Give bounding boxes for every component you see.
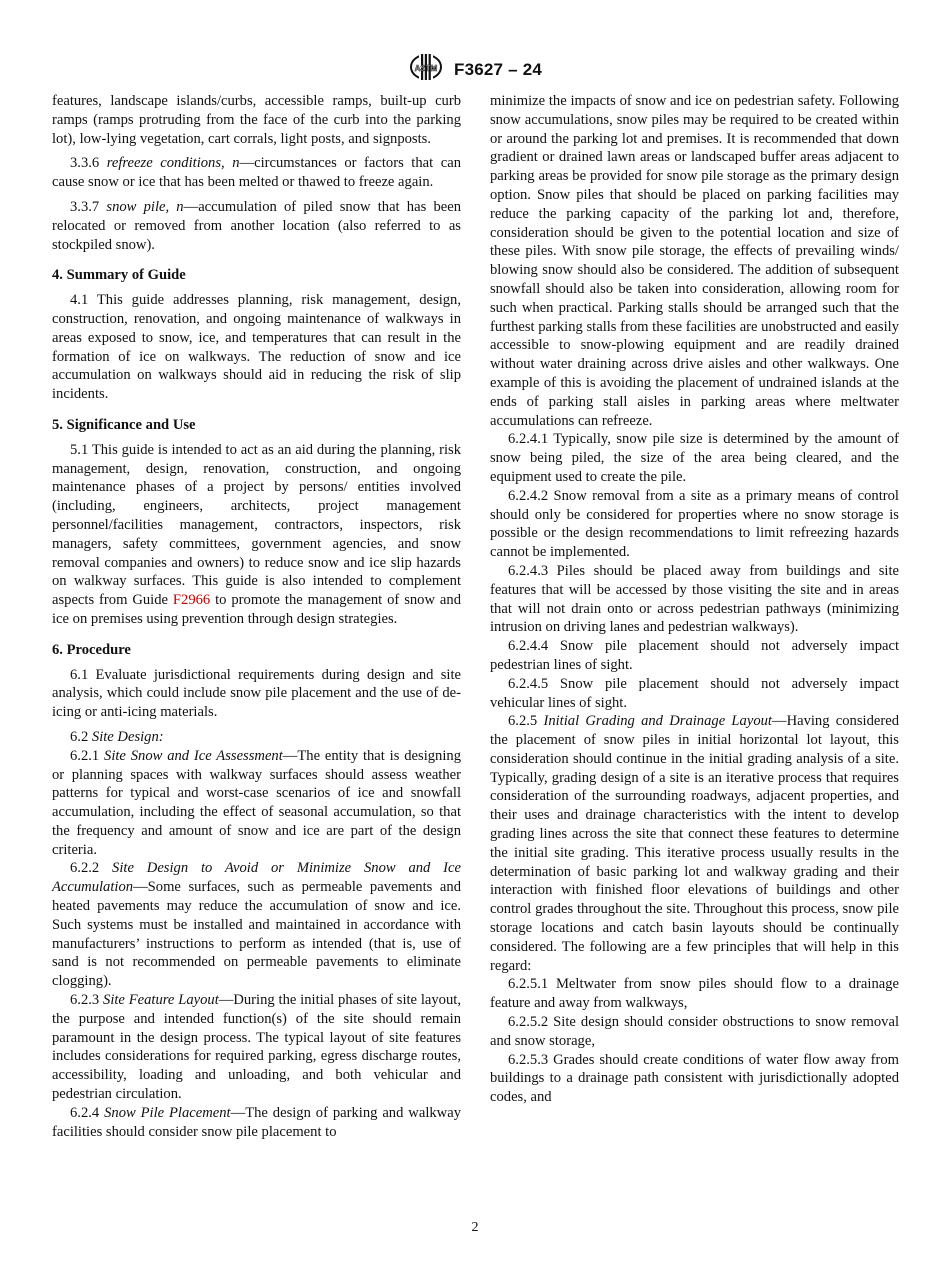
astm-logo-icon bbox=[408, 52, 444, 87]
definition-3-3-7: 3.3.7 snow pile, n—accumulation of piled snow that has been relocated or removed from another location (also referred to as stockpiled snow). bbox=[52, 198, 461, 253]
paragraph-6-2-5: 6.2.5 Initial Grading and Drainage Layout—Having considered the placement of snow piles in initial horizontal lot layout, this consideration should continue in the initial grading analysis of a site. Typically, grading design of a site is an iterative process that requires consideration of the surrounding roadways, adjacent properties, and their uses and drainage characteristics with the intent to develop grading lines across the site that connect these features to determine the initial site grading. This iterative process usually results in the determination of basic parking lot and walkway grading and their interaction with finished floor elevations of buildings and other control grades throughout the site. Throughout this process, snow pile storage locations and catch basin layouts should be continually considered. The following are a few principles that will help in this regard: bbox=[490, 713, 899, 974]
paragraph-6-1: 6.1 Evaluate jurisdictional requirements during design and site analysis, which could include snow pile placement and the use of de-icing or anti-icing materials. bbox=[52, 666, 461, 721]
paragraph-6-2-5-2: 6.2.5.2 Site design should consider obstructions to snow removal and snow storage, bbox=[490, 1014, 899, 1049]
left-column bbox=[52, 92, 461, 1141]
term-snow-pile: snow pile, n bbox=[106, 198, 184, 215]
paragraph-6-2-4-3: 6.2.4.3 Piles should be placed away from buildings and site features that will be accessed by those visiting the site and in areas that will not drain onto or across pedestrian pathways (minimizing intrusion on driving lanes and pedestrian walkways). bbox=[490, 562, 899, 636]
paragraph-6-2-4-1: 6.2.4.1 Typically, snow pile size is determined by the amount of snow being piled, the size of the area being cleared, and the equipment used to create the pile. bbox=[490, 431, 899, 485]
paragraph-6-2-4-5: 6.2.4.5 Snow pile placement should not adversely impact vehicular lines of sight. bbox=[490, 675, 899, 711]
document-designation: F3627 – 24 bbox=[453, 59, 542, 79]
section-heading-6: 6. Procedure bbox=[52, 641, 131, 658]
right-column bbox=[490, 92, 899, 1107]
astm-logo-text: ASTM bbox=[414, 64, 438, 73]
section-heading-5: 5. Significance and Use bbox=[52, 416, 196, 433]
paragraph-6-2: 6.2 Site Design: bbox=[70, 728, 164, 745]
page-header bbox=[0, 52, 950, 87]
page-number: 2 bbox=[471, 1220, 479, 1235]
section-heading-4: 4. Summary of Guide bbox=[52, 267, 186, 284]
paragraph-continuation: minimize the impacts of snow and ice on pedestrian safety. Following snow accumulations, snow piles may be required to be created within or around the parking lot and premises. It is recommended that down gradient or drained lawn areas or landscaped buffer areas adjacent to parking areas be provided for snow pile storage as the primary design option. Snow piles that should be placed on parking facilities may reduce the parking capacity of the parking lot and, therefore, consideration should be given to the potential location and size of these piles. With snow pile storage, the effects of prevailing winds/ blowing snow should also be considered. The addition of subsequent snowfall should also be taken into consideration, allowing room for such when practical. Parking stalls should be arranged such that the furthest parking stalls from these facilities are unobstructed and easily accessible to snow-plowing equipment and are readily drained without water draining across drive aisles and other walkways. One example of this is avoiding the placement of undrained islands at the ends of parking stall aisles in parking areas where meltwater accumulations can refreeze. bbox=[490, 93, 899, 429]
definition-3-3-6: 3.3.6 refreeze conditions, n—circumstances or factors that can cause snow or ice that has been melted or thawed to freeze again. bbox=[52, 155, 461, 191]
reference-link-f2966[interactable]: F2966 bbox=[172, 592, 211, 609]
paragraph-6-2-1: 6.2.1 Site Snow and Ice Assessment—The entity that is designing or planning spaces with walkway surfaces should assess weather patterns for typical and worst-case scenarios of ice and snowfall accumulation, including the effect of seasonal accumulation, so that the frequency and amount of snow and ice are part of the design criteria. bbox=[52, 747, 461, 858]
term-refreeze-conditions: refreeze conditions, n bbox=[106, 155, 240, 172]
paragraph-6-2-4-2: 6.2.4.2 Snow removal from a site as a primary means of control should only be considered for properties where no snow storage is possible or the design recommendations to limit refreezing hazards cannot be implemented. bbox=[490, 487, 899, 561]
paragraph-continuation: features, landscape islands/curbs, accessible ramps, built-up curb ramps (ramps protruding from the face of the curb into the parking lot), low-lying vegetation, cart corrals, light posts, and signposts. bbox=[52, 93, 461, 147]
paragraph-6-2-4-4: 6.2.4.4 Snow pile placement should not adversely impact pedestrian lines of sight. bbox=[490, 638, 899, 673]
paragraph-6-2-4: 6.2.4 Snow Pile Placement—The design of parking and walkway facilities should consider snow pile placement to bbox=[52, 1104, 461, 1140]
paragraph-6-2-3: 6.2.3 Site Feature Layout—During the initial phases of site layout, the purpose and intended function(s) of the site should remain paramount in the design process. The typical layout of site features includes considerations for required parking, egress discharge routes, accessibility, loading and unloading, and both vehicular and pedestrian circulation. bbox=[52, 992, 461, 1103]
paragraph-6-2-2: 6.2.2 Site Design to Avoid or Minimize Snow and Ice Accumulation—Some surfaces, such as permeable pavements and heated pavements may reduce the accumulation of snow and ice. Such systems must be installed and maintained in accordance with manufacturers’ instructions to perform as intended (that is, use of sand is not recommended on permeable pavements to eliminate clogging). bbox=[52, 860, 462, 990]
paragraph-6-2-5-1: 6.2.5.1 Meltwater from snow piles should flow to a drainage feature and away from walkways, bbox=[490, 976, 899, 1012]
paragraph-5-1: 5.1 This guide is intended to act as an aid during the planning, risk management, design, renovation, construction, and ongoing maintenance phases of a project by persons/ entities involved (including, engineers, architects, project management personnel/facilities management, contractors, inspectors, risk managers, safety committees, government agencies, and snow removal companies and owners) to reduce snow and ice slip hazards on walkway surfaces. This guide is also intended to complement aspects from Guide F2966 to promote the management of snow and ice on premises using prevention through design strategies. bbox=[52, 441, 461, 627]
paragraph-6-2-5-3: 6.2.5.3 Grades should create conditions of water flow away from buildings to a drainage path consistent with jurisdictionally adopted codes, and bbox=[490, 1051, 899, 1106]
paragraph-4-1: 4.1 This guide addresses planning, risk management, design, construction, renovation, and ongoing maintenance of walkways in areas exposed to snow, ice, and temperatures that can result in the formation of ice on walkways. The reduction of snow and ice accumulation on walkways should aid in reducing the risk of slip incidents. bbox=[52, 292, 461, 403]
